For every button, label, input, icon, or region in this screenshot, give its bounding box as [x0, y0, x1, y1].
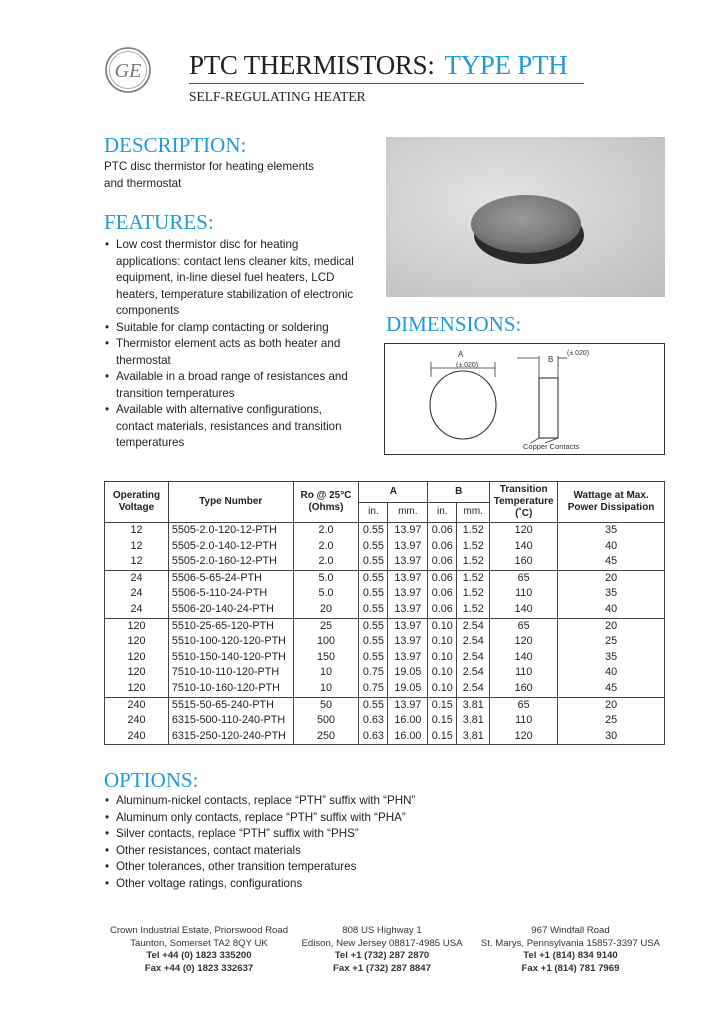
- list-item: • Silver contacts, replace “PTH” suffix with “PHS”: [104, 826, 504, 843]
- table-cell: 40: [558, 539, 665, 555]
- dim-tol-a: (±.020): [456, 362, 479, 369]
- table-cell: 0.75: [359, 681, 388, 697]
- table-cell: 120: [490, 729, 558, 745]
- table-cell: 2.0: [293, 554, 359, 570]
- table-row: [105, 634, 665, 650]
- table-cell: 0.06: [428, 570, 457, 586]
- table-cell: 0.10: [428, 681, 457, 697]
- table-cell: 19.05: [388, 665, 428, 681]
- table-cell: 7510-10-160-120-PTH: [168, 681, 293, 697]
- footer-line: Fax +1 (732) 287 8847: [333, 962, 431, 974]
- footer-line: St. Marys, Pennsylvania 15857-3397 USA: [480, 937, 661, 949]
- list-item: • Available with alternative configurations, contact materials, resistances and transition temperatures: [104, 402, 356, 452]
- table-cell: 120: [105, 665, 169, 681]
- table-cell: 2.0: [293, 539, 359, 555]
- col-header-wattage: Wattage at Max. Power Dissipation: [558, 482, 665, 523]
- footer-address-nj: [287, 925, 477, 975]
- table-cell: 30: [558, 729, 665, 745]
- table-row: [105, 618, 665, 634]
- title-type: TYPE PTH: [444, 50, 568, 80]
- table-cell: 140: [490, 650, 558, 666]
- table-cell: 5510-100-120-120-PTH: [168, 634, 293, 650]
- table-cell: 13.97: [388, 586, 428, 602]
- col-header-a: A: [359, 482, 428, 503]
- table-cell: 120: [490, 523, 558, 539]
- table-cell: 7510-10-110-120-PTH: [168, 665, 293, 681]
- table-cell: 12: [105, 539, 169, 555]
- table-cell: 50: [293, 697, 359, 713]
- table-cell: 25: [558, 713, 665, 729]
- table-cell: 240: [105, 713, 169, 729]
- footer-line: Taunton, Somerset TA2 8QY UK: [130, 937, 268, 949]
- col-header-type: Type Number: [168, 482, 293, 523]
- col-header-voltage: Operating Voltage: [105, 482, 169, 523]
- table-cell: 2.54: [457, 665, 490, 681]
- table-cell: 13.97: [388, 602, 428, 618]
- table-cell: 2.0: [293, 523, 359, 539]
- table-cell: 20: [558, 618, 665, 634]
- table-cell: 120: [105, 650, 169, 666]
- page-subtitle: SELF-REGULATING HEATER: [189, 89, 366, 104]
- table-cell: 5506-5-110-24-PTH: [168, 586, 293, 602]
- table-cell: 0.55: [359, 697, 388, 713]
- table-row: [105, 554, 665, 570]
- table-cell: 1.52: [457, 539, 490, 555]
- table-cell: 5505-2.0-140-12-PTH: [168, 539, 293, 555]
- table-cell: 250: [293, 729, 359, 745]
- table-cell: 0.55: [359, 650, 388, 666]
- table-cell: 110: [490, 665, 558, 681]
- table-cell: 3.81: [457, 697, 490, 713]
- table-cell: 110: [490, 713, 558, 729]
- table-cell: 160: [490, 681, 558, 697]
- table-cell: 5505-2.0-160-12-PTH: [168, 554, 293, 570]
- spec-table-body: [105, 523, 665, 745]
- table-cell: 0.06: [428, 554, 457, 570]
- table-cell: 0.75: [359, 665, 388, 681]
- table-cell: 13.97: [388, 539, 428, 555]
- table-cell: 25: [293, 618, 359, 634]
- dim-label-b: B: [548, 355, 554, 364]
- table-cell: 13.97: [388, 650, 428, 666]
- table-cell: 20: [293, 602, 359, 618]
- footer-line: 967 Windfall Road: [531, 925, 610, 936]
- table-cell: 3.81: [457, 729, 490, 745]
- table-cell: 2.54: [457, 634, 490, 650]
- table-cell: 0.06: [428, 523, 457, 539]
- table-cell: 25: [558, 634, 665, 650]
- table-cell: 0.55: [359, 586, 388, 602]
- options-list: [104, 793, 504, 892]
- title-rule: [189, 83, 584, 84]
- table-cell: 20: [558, 570, 665, 586]
- table-cell: 65: [490, 697, 558, 713]
- table-cell: 24: [105, 602, 169, 618]
- table-cell: 12: [105, 523, 169, 539]
- table-cell: 10: [293, 681, 359, 697]
- footer-line: Edison, New Jersey 08817-4985 USA: [301, 937, 463, 949]
- table-cell: 0.63: [359, 729, 388, 745]
- table-row: [105, 729, 665, 745]
- table-cell: 0.15: [428, 729, 457, 745]
- list-item: • Aluminum-nickel contacts, replace “PTH” suffix with “PHN”: [104, 793, 504, 810]
- table-cell: 3.81: [457, 713, 490, 729]
- thermistor-disc-image: [386, 137, 665, 297]
- table-cell: 1.52: [457, 554, 490, 570]
- table-cell: 40: [558, 602, 665, 618]
- table-cell: 16.00: [388, 713, 428, 729]
- table-cell: 0.63: [359, 713, 388, 729]
- list-item: • Aluminum only contacts, replace “PTH” suffix with “PHA”: [104, 810, 504, 827]
- footer-line: Tel +1 (732) 287 2870: [334, 950, 430, 961]
- table-cell: 5.0: [293, 570, 359, 586]
- table-cell: 13.97: [388, 634, 428, 650]
- table-cell: 45: [558, 681, 665, 697]
- table-cell: 19.05: [388, 681, 428, 697]
- table-cell: 1.52: [457, 523, 490, 539]
- list-item: • Other voltage ratings, configurations: [104, 876, 504, 893]
- list-item: • Thermistor element acts as both heater and thermostat: [104, 336, 356, 369]
- table-cell: 65: [490, 570, 558, 586]
- dim-tol-b: (±.020): [567, 350, 590, 357]
- copper-contacts-label: Copper Contacts: [523, 442, 580, 451]
- table-cell: 13.97: [388, 570, 428, 586]
- description-heading: DESCRIPTION:: [104, 133, 247, 157]
- table-cell: 40: [558, 665, 665, 681]
- col-header-b-in: in.: [428, 502, 457, 523]
- table-cell: 0.55: [359, 634, 388, 650]
- table-cell: 0.10: [428, 618, 457, 634]
- table-cell: 13.97: [388, 697, 428, 713]
- table-cell: 5510-150-140-120-PTH: [168, 650, 293, 666]
- table-cell: 0.55: [359, 554, 388, 570]
- table-cell: 13.97: [388, 554, 428, 570]
- table-cell: 35: [558, 523, 665, 539]
- features-heading: FEATURES:: [104, 210, 214, 234]
- page-title: PTC THERMISTORS: TYPE PTH: [189, 50, 568, 80]
- table-cell: 0.55: [359, 618, 388, 634]
- table-cell: 0.10: [428, 634, 457, 650]
- col-header-ro: Ro @ 25°C (Ohms): [293, 482, 359, 523]
- table-cell: 2.54: [457, 618, 490, 634]
- table-row: [105, 713, 665, 729]
- table-row: [105, 650, 665, 666]
- footer-line: Crown Industrial Estate, Priorswood Road: [109, 925, 289, 936]
- col-header-transition: Transition Temperature (˚C): [490, 482, 558, 523]
- table-cell: 13.97: [388, 618, 428, 634]
- footer-address-pa: [458, 925, 683, 975]
- table-cell: 20: [558, 697, 665, 713]
- dimensions-drawing: [385, 344, 664, 454]
- table-cell: 0.10: [428, 665, 457, 681]
- table-cell: 35: [558, 650, 665, 666]
- dim-label-a: A: [458, 350, 464, 359]
- table-cell: 100: [293, 634, 359, 650]
- table-cell: 240: [105, 729, 169, 745]
- dimensions-heading: DIMENSIONS:: [386, 312, 522, 336]
- col-header-b-mm: mm.: [457, 502, 490, 523]
- footer-line: Tel +1 (814) 834 9140: [523, 950, 618, 961]
- list-item: • Other resistances, contact materials: [104, 843, 504, 860]
- table-cell: 160: [490, 554, 558, 570]
- features-list: [104, 237, 356, 452]
- table-cell: 2.54: [457, 650, 490, 666]
- table-cell: 5506-20-140-24-PTH: [168, 602, 293, 618]
- spec-table: [104, 481, 665, 745]
- table-cell: 2.54: [457, 681, 490, 697]
- table-cell: 0.10: [428, 650, 457, 666]
- table-cell: 1.52: [457, 586, 490, 602]
- table-row: [105, 697, 665, 713]
- table-cell: 0.15: [428, 697, 457, 713]
- table-cell: 120: [105, 681, 169, 697]
- dimensions-diagram: [384, 343, 665, 455]
- footer-line: Fax +44 (0) 1823 332637: [144, 962, 254, 974]
- table-cell: 0.55: [359, 570, 388, 586]
- table-row: [105, 539, 665, 555]
- table-cell: 1.52: [457, 570, 490, 586]
- footer-line: 808 US Highway 1: [342, 925, 422, 936]
- table-cell: 45: [558, 554, 665, 570]
- table-row: [105, 681, 665, 697]
- list-item: • Low cost thermistor disc for heating applications: contact lens cleaner kits, medical equipment, in-line diesel fuel heaters, LCD heaters, temperature stabilization of electronic components: [104, 237, 356, 320]
- description-text: PTC disc thermistor for heating elements and thermostat: [104, 160, 315, 190]
- table-cell: 120: [105, 634, 169, 650]
- table-cell: 120: [105, 618, 169, 634]
- table-row: [105, 665, 665, 681]
- table-cell: 24: [105, 586, 169, 602]
- footer-line: Fax +1 (814) 781 7969: [521, 962, 620, 974]
- table-cell: 150: [293, 650, 359, 666]
- table-cell: 0.06: [428, 602, 457, 618]
- table-cell: 140: [490, 602, 558, 618]
- col-header-a-in: in.: [359, 502, 388, 523]
- table-cell: 12: [105, 554, 169, 570]
- list-item: • Available in a broad range of resistances and transition temperatures: [104, 369, 356, 402]
- table-cell: 5515-50-65-240-PTH: [168, 697, 293, 713]
- table-cell: 10: [293, 665, 359, 681]
- table-row: [105, 602, 665, 618]
- table-row: [105, 523, 665, 539]
- footer-line: Tel +44 (0) 1823 335200: [146, 950, 252, 961]
- svg-text:GE: GE: [114, 60, 142, 82]
- table-cell: 110: [490, 586, 558, 602]
- table-cell: 0.15: [428, 713, 457, 729]
- table-cell: 0.06: [428, 586, 457, 602]
- table-cell: 5506-5-65-24-PTH: [168, 570, 293, 586]
- table-cell: 1.52: [457, 602, 490, 618]
- table-row: [105, 570, 665, 586]
- table-cell: 6315-250-120-240-PTH: [168, 729, 293, 745]
- list-item: • Suitable for clamp contacting or soldering: [104, 320, 356, 337]
- table-cell: 500: [293, 713, 359, 729]
- table-cell: 120: [490, 634, 558, 650]
- table-cell: 35: [558, 586, 665, 602]
- footer-address-uk: [104, 925, 294, 975]
- table-cell: 0.55: [359, 523, 388, 539]
- table-row: [105, 586, 665, 602]
- col-header-a-mm: mm.: [388, 502, 428, 523]
- table-cell: 0.55: [359, 539, 388, 555]
- table-cell: 65: [490, 618, 558, 634]
- ge-logo: [104, 46, 152, 94]
- table-cell: 140: [490, 539, 558, 555]
- table-cell: 0.06: [428, 539, 457, 555]
- table-cell: 6315-500-110-240-PTH: [168, 713, 293, 729]
- table-cell: 240: [105, 697, 169, 713]
- table-cell: 5505-2.0-120-12-PTH: [168, 523, 293, 539]
- table-cell: 13.97: [388, 523, 428, 539]
- col-header-b: B: [428, 482, 490, 503]
- options-heading: OPTIONS:: [104, 768, 199, 792]
- table-cell: 5.0: [293, 586, 359, 602]
- product-photo: [386, 137, 665, 297]
- table-cell: 0.55: [359, 602, 388, 618]
- table-cell: 5510-25-65-120-PTH: [168, 618, 293, 634]
- list-item: • Other tolerances, other transition temperatures: [104, 859, 504, 876]
- table-cell: 24: [105, 570, 169, 586]
- table-cell: 16.00: [388, 729, 428, 745]
